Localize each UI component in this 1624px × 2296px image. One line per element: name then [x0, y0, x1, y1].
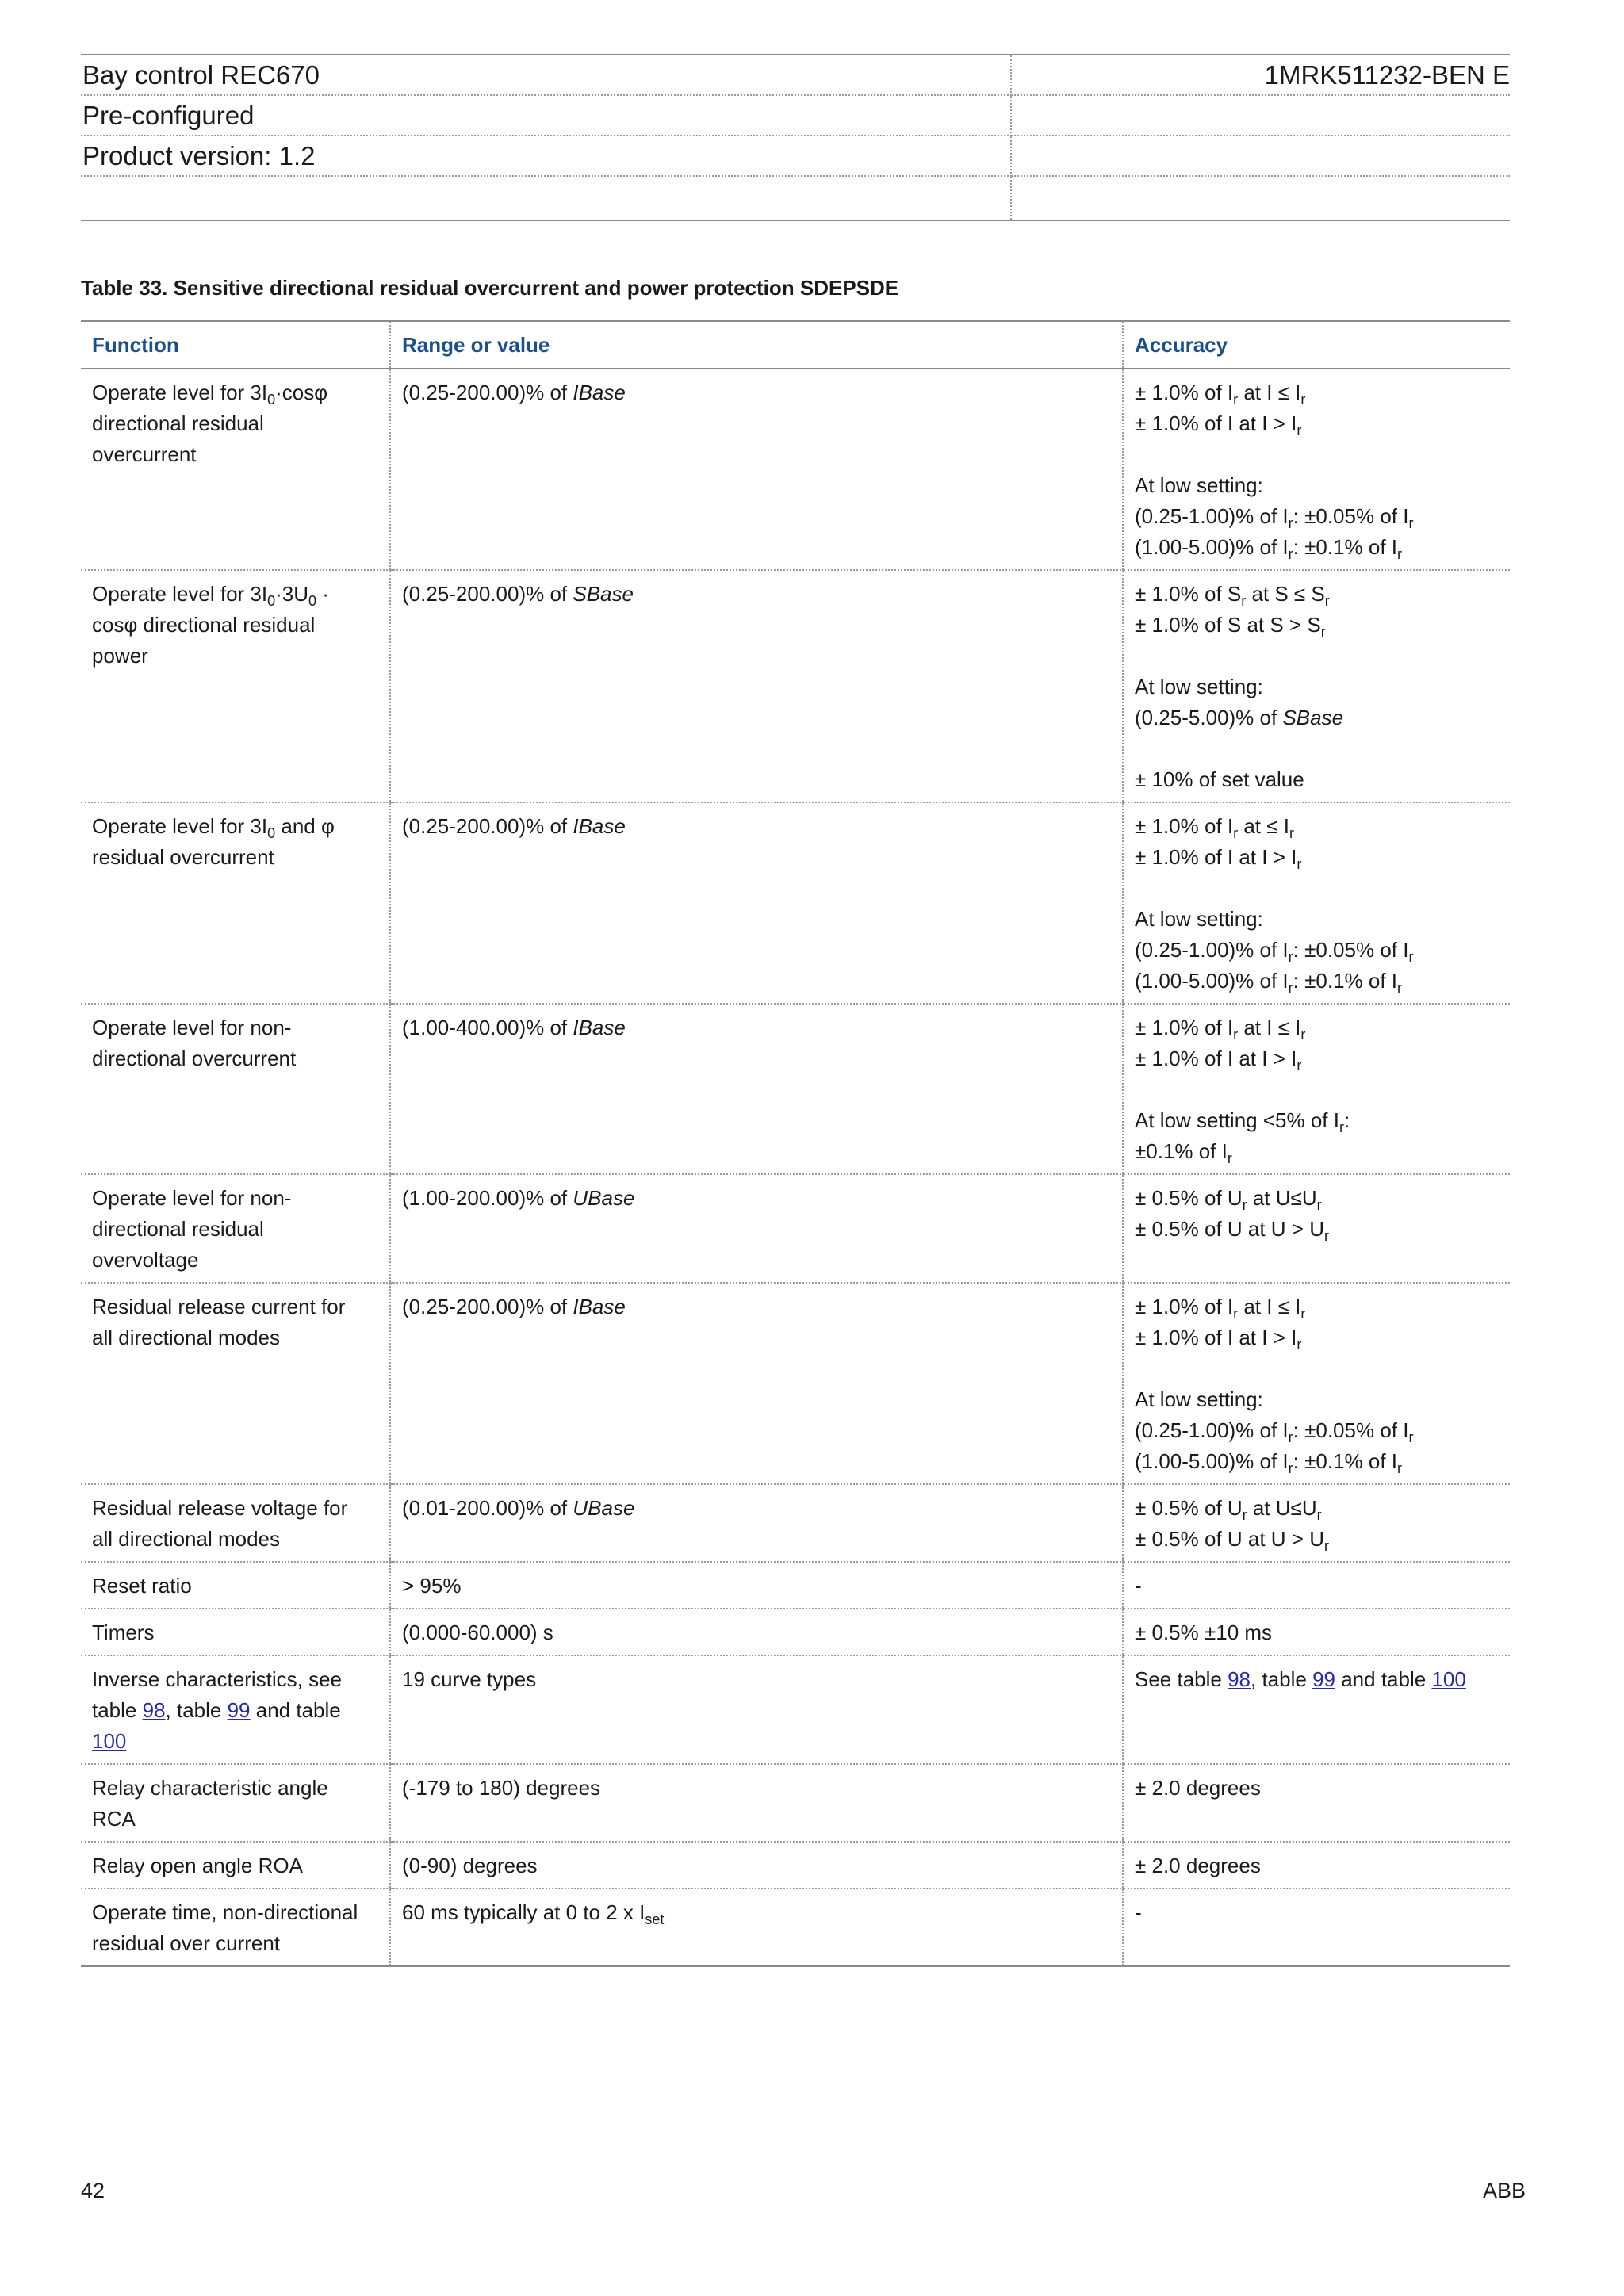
range-text: (0.01-200.00)% of UBase — [402, 1496, 635, 1520]
range-text: (0.25-200.00)% of SBase — [402, 582, 634, 606]
accuracy-text: ± 1.0% of S at $S > S_r$ — [1135, 613, 1326, 640]
function-text: Operate level for $3I_0$ and φ — [92, 814, 335, 841]
document-header — [81, 54, 1510, 221]
function-cell — [81, 1283, 390, 1484]
range-text: (0.000-60.000) s — [402, 1621, 553, 1644]
function-cell — [81, 1764, 390, 1842]
accuracy-text: (1.00-5.00)% of $I_r$: ±0.1% of $I_r$ — [1135, 1449, 1402, 1476]
function-text: Operate time, non-directional — [92, 1900, 358, 1924]
accuracy-cell — [1123, 369, 1510, 570]
table-link[interactable]: 98 — [1228, 1667, 1251, 1691]
range-text: (-179 to 180) degrees — [402, 1776, 601, 1800]
function-text: directional residual — [92, 1217, 264, 1241]
function-text: Operate level for non- — [92, 1016, 292, 1039]
table-row — [81, 1655, 1510, 1764]
document-id: 1MRK511232-BEN E — [1011, 55, 1510, 95]
function-text: Operate level for $3I_0\cdot\cos\varphi$ — [92, 381, 328, 408]
range-text: 60 ms typically at 0 to 2 x $I_{set}$ — [402, 1900, 665, 1927]
accuracy-text: (0.25-1.00)% of $I_r$: ±0.05% of $I_r$ — [1135, 504, 1414, 531]
table-row — [81, 570, 1510, 802]
range-text: (1.00-200.00)% of UBase — [402, 1186, 635, 1210]
range-cell — [390, 1842, 1123, 1888]
range-text: (0-90) degrees — [402, 1854, 538, 1877]
blank-line — [1135, 1074, 1499, 1105]
range-text: 19 curve types — [402, 1667, 537, 1691]
range-cell — [390, 1004, 1123, 1174]
range-cell — [390, 1888, 1123, 1966]
accuracy-text: At low setting: — [1135, 675, 1263, 698]
function-text: all directional modes — [92, 1527, 281, 1551]
function-text: table 98, table 99 and table — [92, 1698, 341, 1722]
range-text: (0.25-200.00)% of IBase — [402, 1295, 626, 1318]
blank-line — [1135, 733, 1499, 764]
function-text: Reset ratio — [92, 1574, 192, 1598]
accuracy-text: ± 1.0% of $I_r$ at $I \le I_r$ — [1135, 1295, 1306, 1322]
accuracy-text: ± 0.5% of U at $U > U_r$ — [1135, 1527, 1329, 1554]
column-header-function: Function — [81, 321, 390, 369]
function-text: Operate level for $3I_0\cdot 3U_0$ · — [92, 582, 329, 609]
accuracy-cell — [1123, 1888, 1510, 1966]
table-link[interactable]: 100 — [92, 1729, 127, 1753]
function-text: all directional modes — [92, 1326, 281, 1349]
header-row — [81, 95, 1510, 136]
accuracy-cell — [1123, 1562, 1510, 1609]
function-cell — [81, 1174, 390, 1283]
range-cell — [390, 570, 1123, 802]
accuracy-text: - — [1135, 1574, 1142, 1598]
accuracy-text: ± 1.0% of I at $I > I_r$ — [1135, 845, 1302, 872]
accuracy-text: ± 0.5% ±10 ms — [1135, 1621, 1273, 1644]
range-text: (0.25-200.00)% of IBase — [402, 381, 626, 404]
range-cell — [390, 1174, 1123, 1283]
function-text: overvoltage — [92, 1248, 199, 1272]
accuracy-text: ± 1.0% of I at $I > I_r$ — [1135, 1326, 1302, 1353]
range-text: > 95% — [402, 1574, 462, 1598]
table-link[interactable]: 100 — [1431, 1667, 1466, 1691]
specification-table — [81, 320, 1510, 1967]
accuracy-text: ± 1.0% of $I_r$ at $I \le I_r$ — [1135, 381, 1306, 408]
range-cell — [390, 1609, 1123, 1655]
function-text: directional overcurrent — [92, 1047, 297, 1070]
header-left-empty — [81, 176, 1011, 220]
range-cell — [390, 802, 1123, 1004]
accuracy-cell — [1123, 1283, 1510, 1484]
accuracy-text: ±0.1% of $I_r$ — [1135, 1139, 1232, 1166]
accuracy-text: ± 2.0 degrees — [1135, 1776, 1261, 1800]
table-row — [81, 369, 1510, 570]
function-cell — [81, 1004, 390, 1174]
table-row — [81, 1609, 1510, 1655]
accuracy-text: At low setting <5% of $I_r$: — [1135, 1108, 1350, 1135]
column-header-accuracy: Accuracy — [1123, 321, 1510, 369]
accuracy-cell — [1123, 1174, 1510, 1283]
table-link[interactable]: 99 — [1312, 1667, 1335, 1691]
table-row — [81, 1283, 1510, 1484]
header-subtitle: Pre-configured — [81, 95, 1011, 136]
blank-line — [1135, 439, 1499, 470]
header-row — [81, 55, 1510, 95]
accuracy-text: (1.00-5.00)% of $I_r$: ±0.1% of $I_r$ — [1135, 535, 1402, 562]
accuracy-text: (0.25-1.00)% of $I_r$: ±0.05% of $I_r$ — [1135, 1418, 1414, 1445]
header-row — [81, 136, 1510, 176]
accuracy-text: ± 1.0% of I at $I > I_r$ — [1135, 411, 1302, 438]
accuracy-text: ± 1.0% of $S_r$ at $S \le S_r$ — [1135, 582, 1330, 609]
accuracy-text: - — [1135, 1900, 1142, 1924]
table-row — [81, 802, 1510, 1004]
accuracy-text: ± 1.0% of $I_r$ at $I \le I_r$ — [1135, 1016, 1306, 1043]
header-right-empty — [1011, 176, 1510, 220]
table-row — [81, 1174, 1510, 1283]
function-cell — [81, 570, 390, 802]
accuracy-text: ± 2.0 degrees — [1135, 1854, 1261, 1877]
accuracy-cell — [1123, 1004, 1510, 1174]
accuracy-text: At low setting: — [1135, 907, 1263, 931]
header-product-version: Product version: 1.2 — [81, 136, 1011, 176]
function-text: power — [92, 644, 148, 668]
function-text: overcurrent — [92, 442, 197, 466]
function-cell — [81, 1842, 390, 1888]
range-text: (0.25-200.00)% of IBase — [402, 814, 626, 838]
table-row — [81, 1764, 1510, 1842]
range-cell — [390, 1764, 1123, 1842]
table-link[interactable]: 99 — [227, 1698, 251, 1722]
range-cell — [390, 1562, 1123, 1609]
accuracy-text: ± 1.0% of $I_r$ at ≤ $I_r$ — [1135, 814, 1294, 841]
header-right-empty — [1011, 95, 1510, 136]
blank-line — [1135, 873, 1499, 904]
accuracy-cell — [1123, 1655, 1510, 1764]
function-text: residual overcurrent — [92, 845, 274, 869]
accuracy-text: ± 0.5% of U at $U > U_r$ — [1135, 1217, 1329, 1244]
function-text: Operate level for non- — [92, 1186, 292, 1210]
accuracy-cell — [1123, 1764, 1510, 1842]
accuracy-text: ± 0.5% of $U_r$ at $U\le U_r$ — [1135, 1186, 1322, 1213]
accuracy-cell — [1123, 570, 1510, 802]
accuracy-text: (0.25-5.00)% of SBase — [1135, 706, 1344, 729]
table-row — [81, 1888, 1510, 1966]
header-right-empty — [1011, 136, 1510, 176]
column-header-range: Range or value — [390, 321, 1123, 369]
function-cell — [81, 1562, 390, 1609]
page-number: 42 — [81, 2179, 105, 2202]
table-row — [81, 1484, 1510, 1562]
range-text: (1.00-400.00)% of IBase — [402, 1016, 626, 1039]
range-cell — [390, 1655, 1123, 1764]
function-text: residual over current — [92, 1931, 280, 1955]
function-text: directional residual — [92, 411, 264, 435]
accuracy-text: See table 98, table 99 and table 100 — [1135, 1667, 1466, 1691]
function-text: Residual release current for — [92, 1295, 346, 1318]
range-cell — [390, 369, 1123, 570]
function-cell — [81, 1888, 390, 1966]
table-body — [81, 369, 1510, 1966]
brand-footer: ABB — [1482, 2179, 1526, 2202]
function-cell — [81, 1609, 390, 1655]
accuracy-text: ± 0.5% of $U_r$ at $U\le U_r$ — [1135, 1496, 1322, 1523]
accuracy-cell — [1123, 1609, 1510, 1655]
table-row — [81, 1842, 1510, 1888]
blank-line — [1135, 1353, 1499, 1384]
function-text: cosφ directional residual — [92, 613, 316, 637]
accuracy-text: (1.00-5.00)% of $I_r$: ±0.1% of $I_r$ — [1135, 969, 1402, 996]
accuracy-text: ± 1.0% of I at $I > I_r$ — [1135, 1047, 1302, 1073]
accuracy-text: (0.25-1.00)% of $I_r$: ±0.05% of $I_r$ — [1135, 938, 1414, 965]
range-cell — [390, 1283, 1123, 1484]
header-row — [81, 176, 1510, 220]
table-row — [81, 1562, 1510, 1609]
function-cell — [81, 1484, 390, 1562]
table-row — [81, 1004, 1510, 1174]
accuracy-text: At low setting: — [1135, 1387, 1263, 1411]
blank-line — [1135, 641, 1499, 672]
function-text: Relay open angle ROA — [92, 1854, 303, 1877]
range-cell — [390, 1484, 1123, 1562]
accuracy-text: At low setting: — [1135, 473, 1263, 497]
accuracy-cell — [1123, 1842, 1510, 1888]
table-link[interactable]: 98 — [142, 1698, 166, 1722]
function-text: Residual release voltage for — [92, 1496, 348, 1520]
function-cell — [81, 369, 390, 570]
function-text: Timers — [92, 1621, 155, 1644]
function-text: Relay characteristic angle — [92, 1776, 328, 1800]
function-text — [92, 1726, 378, 1757]
header-title: Bay control REC670 — [81, 55, 1011, 95]
function-text: RCA — [92, 1807, 136, 1831]
accuracy-cell — [1123, 802, 1510, 1004]
accuracy-cell — [1123, 1484, 1510, 1562]
function-cell — [81, 802, 390, 1004]
function-text: Inverse characteristics, see — [92, 1667, 343, 1691]
accuracy-text: ± 10% of set value — [1135, 767, 1304, 791]
function-cell — [81, 1655, 390, 1764]
table-caption: Table 33. Sensitive directional residual overcurrent and power protection SDEPSDE — [81, 276, 899, 300]
table-header-row — [81, 321, 1510, 369]
